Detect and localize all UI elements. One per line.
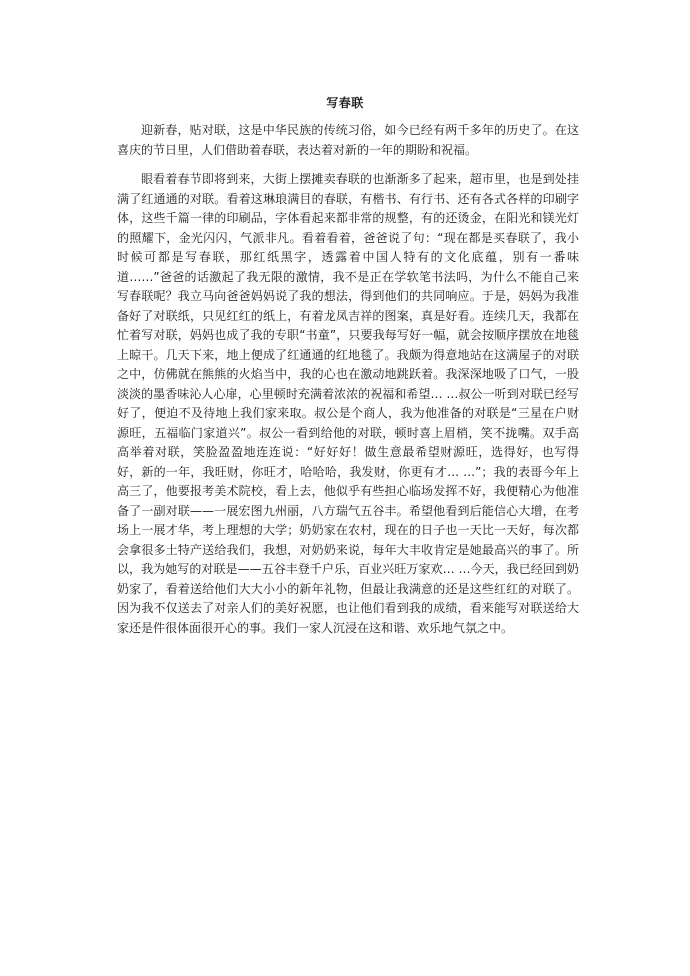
- document-body: [117, 121, 579, 648]
- paragraph-intro: 迎新春，贴对联，这是中华民族的传统习俗，如今已经有两千多年的历史了。在这喜庆的节日里，人们借助着春联，表达着对新的一年的期盼和祝福。: [117, 123, 579, 157]
- paragraph-main: 眼看着春节即将到来，大街上摆摊卖春联的也渐渐多了起来，超市里，也是到处挂满了红通通的对联。看着这琳琅满目的春联，有楷书、有行书、还有各式各样的印刷字体，这些千篇一律的印刷品，字体看起来都非常的规整，有的还烫金，在阳光和镁光灯的照耀下，金光闪闪，气派非凡。看着看着，爸爸说了句：“现在都是买春联了，我小时候可都是写春联，那红纸黑字，透露着中国人特有的文化底蕴，别有一番味道……”爸爸的话激起了我无限的激情，我不是正在学软笔书法吗，为什么不能自己来写春联呢？我立马向爸爸妈妈说了我的想法，得到他们的共同响应。于是，妈妈为我准备好了对联纸，只见红红的纸上，有着龙凤吉祥的图案，真是好看。连续几天，我都在忙着写对联，妈妈也成了我的专职“书童”，只要我每写好一幅，就会按顺序摆放在地毯上晾干。几天下来，地上便成了红通通的红地毯了。我颇为得意地站在这满屋子的对联之中，仿佛就在熊熊的火焰当中，我的心也在激动地跳跃着。我深深地吸了口气，一股淡淡的墨香味沁人心扉，心里顿时充满着浓浓的祝福和希望… …叔公一听到对联已经写好了，便迫不及待地上我们家来取。叔公是个商人，我为他准备的对联是“三星在户财源旺，五福临门家道兴”。叔公一看到给他的对联，顿时喜上眉梢，笑不拢嘴。双手高高举着对联，笑脸盈盈地连连说：“好好好！做生意最希望财源旺，选得好，也写得好，新的一年，我旺财，你旺才，哈哈哈，我发财，你更有才… …”；我的表哥今年上高三了，他要报考美术院校，看上去，他似乎有些担心临场发挥不好，我便精心为他准备了一副对联——一展宏图九州丽，八方瑞气五谷丰。希望他看到后能信心大增，在考场上一展才华，考上理想的大学；奶奶家在农村，现在的日子也一天比一天好，每次都会拿很多土特产送给我们，我想，对奶奶来说，每年大丰收肯定是她最高兴的事了。所以，我为她写的对联是——五谷丰登千户乐，百业兴旺万家欢… …今天，我已经回到奶奶家了，看着送给他们大大小小的新年礼物，但最让我满意的还是这些红红的对联了。因为我不仅送去了对亲人们的美好祝愿，也让他们看到我的成绩，看来能写对联送给大家还是件很体面很开心的事。我们一家人沉浸在这和谐、欢乐地气氛之中。: [117, 172, 579, 635]
- document-title: 写春联: [326, 96, 364, 110]
